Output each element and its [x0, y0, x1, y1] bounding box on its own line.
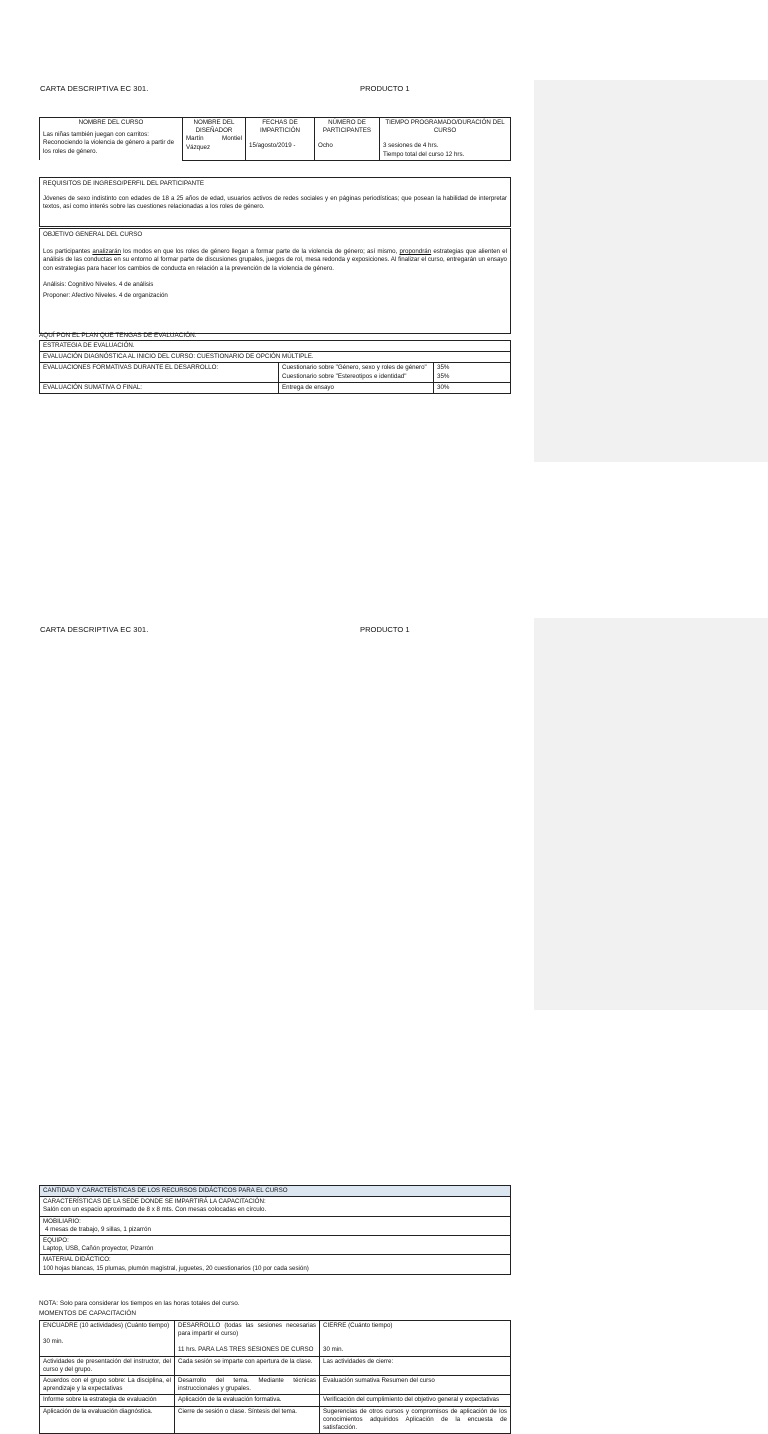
evaluation-table	[39, 340, 511, 394]
objective-heading: OBJETIVO GENERAL DEL CURSO	[43, 231, 143, 238]
momento-cell: Desarrollo del tema. Mediante técnicas instruccionales y grupales.	[175, 1375, 320, 1394]
momento-cell: Evaluación sumativa Resumen del curso	[320, 1375, 511, 1394]
objective-level-2: Proponer: Afectivo Niveles. 4 de organización	[43, 291, 168, 299]
momento-cell: Aplicación de la evaluación formativa.	[175, 1395, 320, 1406]
momento-cell: Cierre de sesión o clase. Síntesis del tema.	[175, 1406, 320, 1434]
mobiliario-text: 4 mesas de trabajo, 9 sillas, 1 pizarrón	[45, 1225, 151, 1233]
objective-text	[43, 248, 507, 273]
header-duration: TIEMPO PROGRAMADO/DURACIÓN DEL CURSO	[385, 119, 505, 135]
material-label: MATERIAL DIDÁCTICO:	[43, 1256, 111, 1264]
desarrollo-time: 11 hrs. PARA LAS TRES SESIONES DE CURSO	[178, 1346, 314, 1354]
table-row	[40, 1356, 511, 1375]
objective-table	[39, 228, 511, 334]
momento-cell: Aplicación de la evaluación diagnóstica.	[40, 1406, 175, 1434]
objective-text-c: estrategias que alienten el análisis de las conductas en su entorno al formar parte de discusiones grupales, juegos de rol, mesa redonda y exposiciones. Al finalizar el curso, entregarán un ensayo con estrategias para hacer los cambios de conducta en relación a la prevención de la violencia de género.	[43, 248, 507, 272]
momento-cell: Informe sobre la estrategia de evaluación	[40, 1395, 175, 1406]
equipo-label: EQUIPO:	[43, 1236, 69, 1244]
cierre-heading: CIERRE (Cuánto tiempo)	[323, 1322, 393, 1329]
requirements-table	[39, 177, 511, 227]
header-participants: NÚMERO DE PARTICIPANTES	[322, 119, 372, 135]
mobiliario-label: MOBILIARIO:	[43, 1217, 81, 1225]
momentos-label: MOMENTOS DE CAPACITACIÓN	[39, 1310, 136, 1317]
momento-cell: Las actividades de cierre:	[320, 1356, 511, 1375]
objective-verb-2: propondrán	[399, 248, 432, 256]
eval-summative-label: EVALUACIÓN SUMATIVA O FINAL:	[40, 382, 279, 393]
duration-total: Tiempo total del curso 12 hrs.	[383, 150, 465, 158]
page-2	[0, 512, 768, 1431]
eval-formative-1: Cuestionario sobre "Género, sexo y roles de género"	[282, 364, 427, 372]
page-cut	[38, 396, 512, 400]
sede-text: Salón con un espacio aproximado de 8 x 8 mts. Con mesas colocadas en círculo.	[43, 1206, 267, 1214]
table-row	[40, 1375, 511, 1394]
designer-name: Martín Montiel Vázquez	[186, 135, 242, 151]
document-title: CARTA DESCRIPTIVA EC 301.	[40, 625, 149, 634]
requirements-heading: REQUISITOS DE INGRESO/PERFIL DEL PARTICIPANTE	[43, 180, 205, 187]
table-row	[40, 1406, 511, 1434]
momento-cell: Cada sesión se imparte con apertura de la clase.	[175, 1356, 320, 1375]
course-info-table	[39, 117, 511, 161]
nota-text: NOTA: Solo para considerar los tiempos en las horas totales del curso.	[39, 1300, 240, 1307]
table-row	[40, 1395, 511, 1406]
objective-text-b: los modos en que los roles de género llegan a formar parte de la violencia de género; así mismo,	[120, 248, 400, 256]
objective-level-1: Análisis: Cognitivo Niveles. 4 de análisis	[43, 280, 154, 288]
product-label: PRODUCTO 1	[360, 625, 410, 634]
evaluation-plan-label: AQUÍ PON EL PLAN QUE TENGAS DE EVALUACIÓN.	[39, 332, 197, 339]
objective-text-a: Los participantes	[43, 248, 93, 256]
encuadre-time: 30 min.	[43, 1338, 64, 1346]
momento-cell: Sugerencias de otros cursos y compromisos de aplicación de los conocimientos adquiridos Aplicación de la encuesta de satisfacción.	[320, 1406, 511, 1434]
eval-diagnostic: EVALUACIÓN DIAGNÓSTICA AL INICIO DEL CURSO: CUESTIONARIO DE OPCIÓN MÚLTIPLE.	[40, 352, 511, 363]
desarrollo-heading: DESARROLLO (todas las sesiones necesarias para impartir el curso)	[178, 1322, 316, 1338]
sede-label: CARACTERÍSTICAS DE LA SEDE DONDE SE IMPARTIRÁ LA CAPACITACIÓN:	[43, 1198, 266, 1206]
eval-summative-pct: 30%	[434, 382, 511, 393]
eval-formative-label: EVALUACIONES FORMATIVAS DURANTE EL DESARROLLO:	[40, 363, 279, 382]
material-text: 100 hojas blancas, 15 plumas, plumón magistral, juguetes, 20 cuestionarios (10 por cada sesión)	[43, 1264, 309, 1272]
header-designer: NOMBRE DEL DISEÑADOR	[193, 119, 235, 135]
momento-cell: Acuerdos con el grupo sobre: La disciplina, el aprendizaje y la expectativas	[40, 1375, 175, 1394]
duration-sessions: 3 sesiones de 4 hrs.	[383, 142, 439, 150]
eval-summative: Entrega de ensayo	[279, 382, 434, 393]
objective-verb-1: analizarán	[92, 248, 121, 256]
document-title: CARTA DESCRIPTIVA EC 301.	[40, 84, 149, 93]
cierre-time: 30 min.	[323, 1346, 344, 1354]
resources-heading: CANTIDAD Y CARACTEÍSTICAS DE LOS RECURSOS DIDÁCTICOS PARA EL CURSO	[40, 1186, 511, 1197]
encuadre-heading: ENCUADRE (10 actividades) (Cuánto tiempo)	[43, 1322, 170, 1329]
header-dates: FECHAS DE IMPARTICIÓN	[260, 119, 300, 135]
product-label: PRODUCTO 1	[360, 84, 410, 93]
eval-formative-1-pct: 35%	[437, 364, 450, 372]
participants: Ocho	[318, 142, 333, 150]
eval-formative-2: Cuestionario sobre "Estereotipos e identidad"	[282, 372, 407, 380]
side-panel	[534, 618, 768, 1010]
header-course-name: NOMBRE DEL CURSO	[78, 119, 144, 126]
equipo-text: Laptop, USB, Cañón proyector, Pizarrón	[43, 1245, 154, 1253]
momentos-table	[39, 1320, 511, 1434]
eval-formative-2-pct: 35%	[437, 372, 450, 380]
page-1	[0, 0, 768, 512]
momento-cell: Actividades de presentación del instructor, del curso y del grupo.	[40, 1356, 175, 1375]
requirements-text: Jóvenes de sexo indistinto con edades de 18 a 25 años de edad, usuarios activos de redes sociales y en páginas periodísticas; que posean la habilidad de interpretar textos, así como interés sobre las cuestiones relacionadas a los roles de género.	[43, 195, 507, 211]
resources-table	[39, 1185, 511, 1275]
course-dates: 15/agosto/2019 -	[249, 142, 296, 150]
course-name: Las niñas también juegan con carritos: Reconociendo la violencia de género a partir de los roles de género.	[43, 131, 175, 155]
momento-cell: Verificación del cumplimiento del objetivo general y expectativas	[320, 1395, 511, 1406]
eval-strategy: ESTRATEGIA DE EVALUACIÓN.	[40, 341, 511, 352]
side-panel	[534, 80, 768, 462]
